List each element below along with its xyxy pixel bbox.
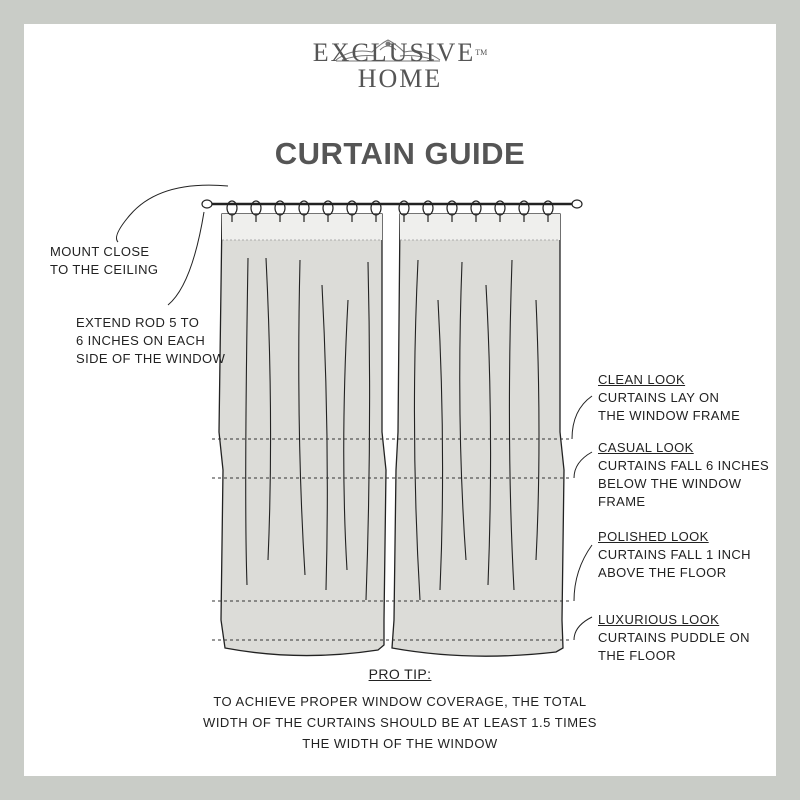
clean-look-note (598, 371, 740, 425)
brand-logo (0, 40, 800, 92)
casual-look-note (598, 439, 769, 511)
luxurious-look-title: LUXURIOUS LOOK (598, 612, 720, 627)
luxurious-look-text: CURTAINS PUDDLE ON THE FLOOR (598, 630, 750, 663)
mount-note-text: MOUNT CLOSE TO THE CEILING (50, 244, 159, 277)
curtain-header-band (222, 214, 560, 240)
luxurious-look-note (598, 611, 750, 665)
casual-look-text: CURTAINS FALL 6 INCHES BELOW THE WINDOW FRAME (598, 458, 770, 509)
mount-note (50, 243, 158, 279)
polished-look-text: CURTAINS FALL 1 INCH ABOVE THE FLOOR (598, 547, 751, 580)
curtain-left-panel (219, 214, 386, 656)
mount-leader-line (117, 185, 229, 242)
curtain-right-panel (392, 214, 564, 656)
extend-note (76, 314, 225, 368)
luxurious-look-leader (574, 617, 592, 640)
pro-tip-text: TO ACHIEVE PROPER WINDOW COVERAGE, THE TOTAL WIDTH OF THE CURTAINS SHOULD BE AT LEAST 1.5 TIMES THE WIDTH OF THE WINDOW (203, 694, 597, 751)
pro-tip-title: PRO TIP: (368, 666, 432, 682)
trademark-mark: TM (475, 48, 488, 57)
extend-leader-line (168, 212, 204, 305)
extend-note-text: EXTEND ROD 5 TO 6 INCHES ON EACH SIDE OF THE WINDOW (76, 315, 226, 366)
brand-line-2: HOME (357, 64, 443, 93)
page-title: CURTAIN GUIDE (274, 136, 526, 171)
casual-look-leader (574, 452, 592, 478)
clean-look-text: CURTAINS LAY ON THE WINDOW FRAME (598, 390, 741, 423)
clean-look-leader (572, 396, 592, 439)
polished-look-title: POLISHED LOOK (598, 529, 709, 544)
polished-look-note (598, 528, 751, 582)
polished-look-leader (574, 545, 592, 601)
brand-line-1: EXCLUSIVE (312, 38, 476, 67)
clean-look-title: CLEAN LOOK (598, 372, 686, 387)
casual-look-title: CASUAL LOOK (598, 440, 694, 455)
